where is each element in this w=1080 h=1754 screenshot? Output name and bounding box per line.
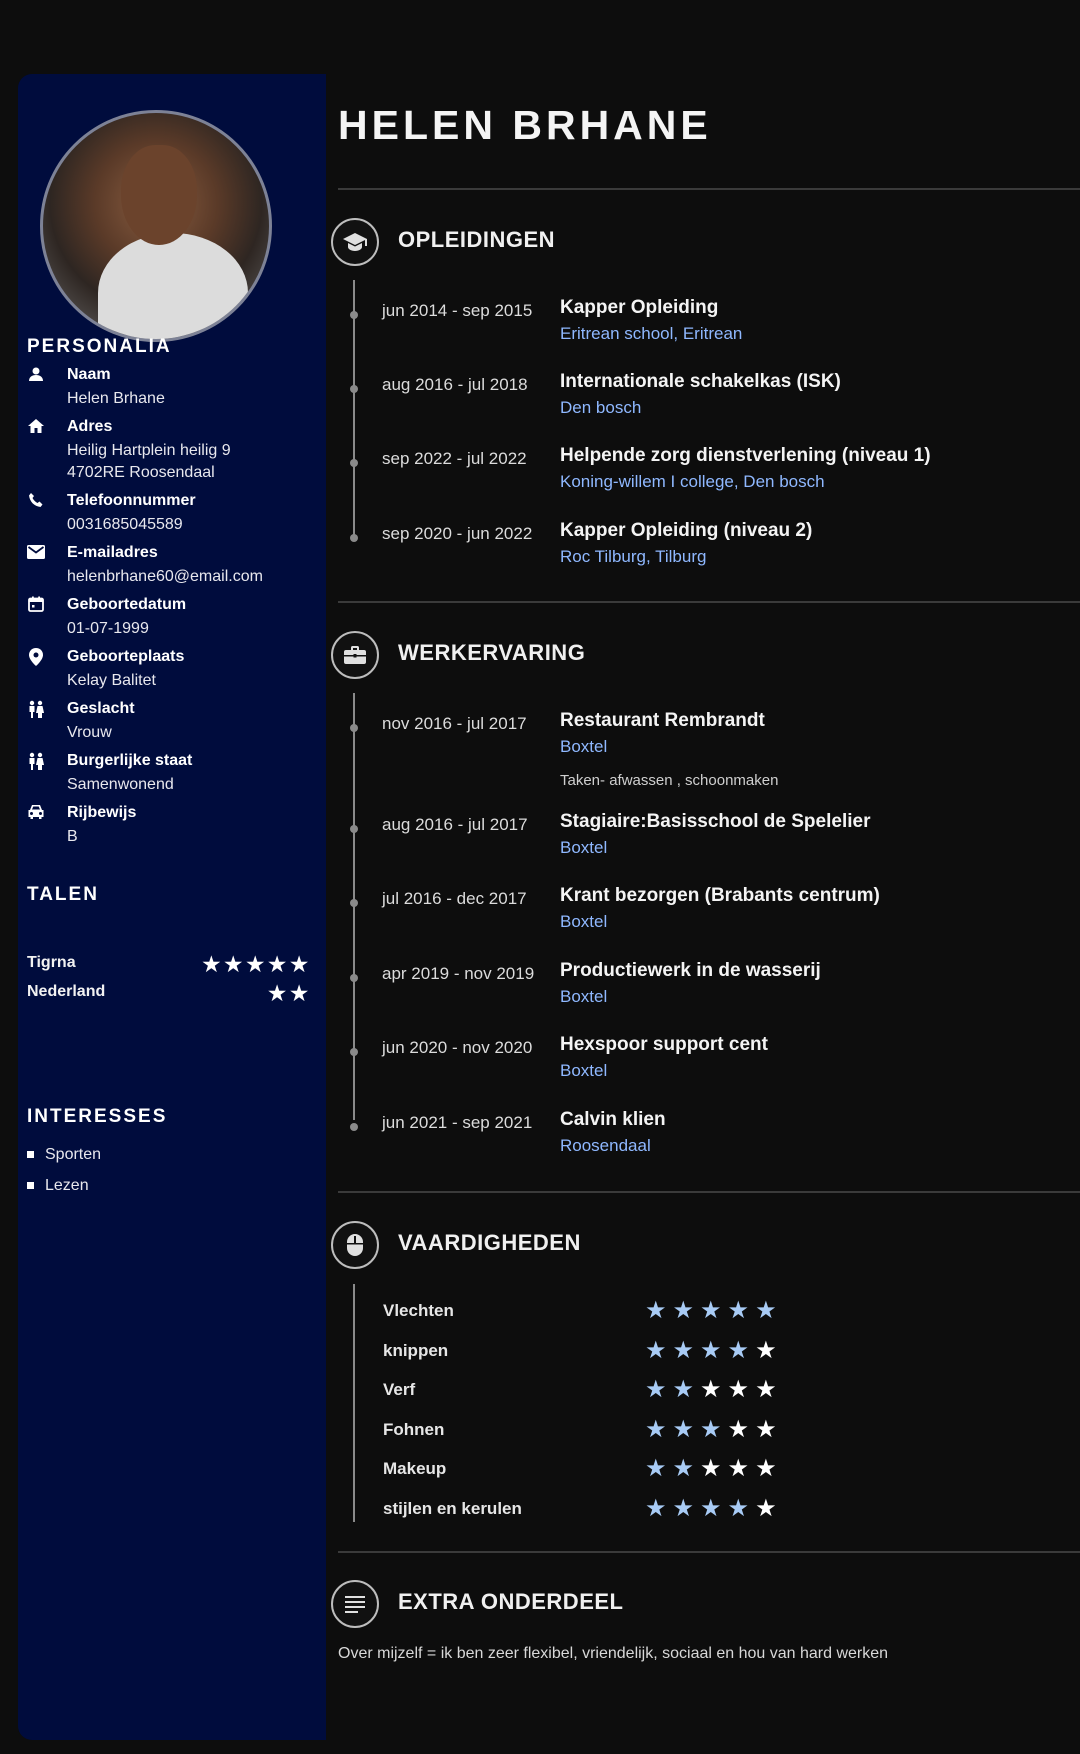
education-date: sep 2022 - jul 2022 xyxy=(382,449,527,468)
timeline-dot xyxy=(350,311,358,319)
extra-text: Over mijzelf = ik ben zeer flexibel, vriendelijk, sociaal en hou van hard werken xyxy=(338,1645,889,1662)
bullet-square-icon xyxy=(27,1182,34,1189)
location-pin-icon xyxy=(24,648,48,668)
star-filled-icon: ★ xyxy=(645,1495,673,1522)
work-location: Boxtel xyxy=(560,987,608,1006)
interest-item: Lezen xyxy=(27,1177,89,1195)
timeline-dot xyxy=(350,385,358,393)
timeline-dot xyxy=(350,724,358,732)
work-date: jun 2020 - nov 2020 xyxy=(382,1038,533,1057)
personalia-value: Kelay Balitet xyxy=(67,672,156,689)
personalia-label: Telefoonnummer xyxy=(67,492,196,509)
star-filled-icon: ★ xyxy=(755,1297,783,1324)
bullet-square-icon xyxy=(27,1151,34,1158)
work-date: apr 2019 - nov 2019 xyxy=(382,964,535,983)
star-empty-icon: ★ xyxy=(755,1455,783,1482)
skill-label: stijlen en kerulen xyxy=(383,1499,522,1518)
personalia-value: Heilig Hartplein heilig 9 4702RE Roosendaal xyxy=(67,442,231,481)
divider xyxy=(338,188,1080,190)
work-date: nov 2016 - jul 2017 xyxy=(382,714,527,733)
person-icon xyxy=(24,366,48,386)
personalia-label: Geslacht xyxy=(67,700,135,717)
timeline-line xyxy=(353,1284,355,1522)
star-filled-icon: ★ xyxy=(645,1416,673,1443)
work-location: Boxtel xyxy=(560,838,608,857)
personalia-label: E-mailadres xyxy=(67,544,158,561)
skill-rating xyxy=(645,1296,783,1325)
star-empty-icon: ★ xyxy=(727,1416,756,1443)
timeline-dot xyxy=(350,459,358,467)
timeline-dot xyxy=(350,974,358,982)
timeline-dot xyxy=(350,899,358,907)
timeline-dot xyxy=(350,1048,358,1056)
personalia-item-rijbewijs xyxy=(24,804,314,844)
work-title: Hexspoor support cent xyxy=(560,1034,768,1055)
star-empty-icon: ★ xyxy=(755,1416,783,1443)
star-filled-icon: ★ xyxy=(727,1337,756,1364)
cv-page xyxy=(18,74,1080,1740)
personalia-value: 0031685045589 xyxy=(67,516,183,533)
calendar-icon xyxy=(24,596,48,616)
personalia-item-naam xyxy=(24,366,314,406)
education-date: aug 2016 - jul 2018 xyxy=(382,375,528,394)
language-stars: ★★ xyxy=(268,983,312,1005)
star-filled-icon: ★ xyxy=(645,1297,673,1324)
star-filled-icon: ★ xyxy=(700,1495,728,1522)
personalia-label: Burgerlijke staat xyxy=(67,752,193,769)
divider xyxy=(338,1191,1080,1193)
personalia-item-burgerlijke-staat xyxy=(24,752,314,792)
divider xyxy=(338,1551,1080,1553)
education-title: Helpende zorg dienstverlening (niveau 1) xyxy=(560,445,931,466)
skill-rating xyxy=(645,1494,783,1523)
star-filled-icon: ★ xyxy=(700,1297,728,1324)
star-filled-icon: ★ xyxy=(672,1416,701,1443)
language-label: Nederland xyxy=(27,983,106,1000)
work-title: Stagiaire:Basisschool de Spelelier xyxy=(560,811,871,832)
language-row-nederland xyxy=(27,983,312,1005)
education-title: Kapper Opleiding (niveau 2) xyxy=(560,520,813,541)
timeline-dot xyxy=(350,534,358,542)
star-filled-icon: ★ xyxy=(672,1337,701,1364)
star-filled-icon: ★ xyxy=(645,1455,673,1482)
star-filled-icon: ★ xyxy=(727,1495,756,1522)
star-filled-icon: ★ xyxy=(700,1416,728,1443)
personalia-item-geboorteplaats xyxy=(24,648,314,688)
personalia-heading: PERSONALIA xyxy=(27,336,172,357)
work-title: Productiewerk in de wasserij xyxy=(560,960,821,981)
education-school: Eritrean school, Eritrean xyxy=(560,324,743,343)
divider xyxy=(338,601,1080,603)
phone-icon xyxy=(24,492,48,512)
work-date: jun 2021 - sep 2021 xyxy=(382,1113,533,1132)
star-filled-icon: ★ xyxy=(645,1376,673,1403)
car-icon xyxy=(24,804,48,824)
personalia-item-geslacht xyxy=(24,700,314,740)
star-filled-icon: ★ xyxy=(672,1455,701,1482)
personalia-value: Samenwonend xyxy=(67,776,174,793)
profile-photo xyxy=(40,110,272,342)
personalia-label: Geboorteplaats xyxy=(67,648,185,665)
work-date: aug 2016 - jul 2017 xyxy=(382,815,528,834)
education-school: Den bosch xyxy=(560,398,642,417)
language-label: Tigrna xyxy=(27,954,76,971)
education-school: Roc Tilburg, Tilburg xyxy=(560,547,707,566)
personalia-item-email xyxy=(24,544,314,584)
personalia-value: helenbrhane60@email.com xyxy=(67,568,263,585)
talen-heading: TALEN xyxy=(27,884,99,905)
work-title: Krant bezorgen (Brabants centrum) xyxy=(560,885,880,906)
home-icon xyxy=(24,418,48,438)
skill-rating xyxy=(645,1336,783,1365)
personalia-label: Naam xyxy=(67,366,111,383)
skill-rating xyxy=(645,1454,783,1483)
language-stars: ★★★★★ xyxy=(202,954,312,976)
education-school: Koning-willem I college, Den bosch xyxy=(560,472,825,491)
personalia-label: Adres xyxy=(67,418,113,435)
personalia-item-geboortedatum xyxy=(24,596,314,636)
people-icon xyxy=(24,700,48,720)
star-filled-icon: ★ xyxy=(672,1495,701,1522)
work-location: Boxtel xyxy=(560,912,608,931)
personalia-label: Geboortedatum xyxy=(67,596,187,613)
work-location: Roosendaal xyxy=(560,1136,651,1155)
work-location: Boxtel xyxy=(560,737,608,756)
werkervaring-heading: WERKERVARING xyxy=(398,640,586,665)
star-empty-icon: ★ xyxy=(755,1495,783,1522)
skill-label: knippen xyxy=(383,1341,449,1360)
personalia-value: Vrouw xyxy=(67,724,112,741)
timeline-dot xyxy=(350,825,358,833)
personalia-label: Rijbewijs xyxy=(67,804,137,821)
language-row-tigrna xyxy=(27,954,312,976)
star-empty-icon: ★ xyxy=(727,1455,756,1482)
personalia-item-adres xyxy=(24,418,314,481)
extra-heading: EXTRA ONDERDEEL xyxy=(398,1589,624,1614)
work-location: Boxtel xyxy=(560,1061,608,1080)
work-date: jul 2016 - dec 2017 xyxy=(382,889,527,908)
star-empty-icon: ★ xyxy=(700,1455,728,1482)
interesses-heading: INTERESSES xyxy=(27,1106,168,1127)
star-filled-icon: ★ xyxy=(727,1297,756,1324)
skill-label: Vlechten xyxy=(383,1301,454,1320)
star-empty-icon: ★ xyxy=(727,1376,756,1403)
skill-label: Fohnen xyxy=(383,1420,445,1439)
graduation-cap-icon xyxy=(331,218,379,266)
work-title: Calvin klien xyxy=(560,1109,666,1130)
mouse-icon xyxy=(331,1221,379,1269)
skill-label: Makeup xyxy=(383,1459,447,1478)
education-title: Internationale schakelkas (ISK) xyxy=(560,371,841,392)
star-filled-icon: ★ xyxy=(672,1376,701,1403)
mail-icon xyxy=(24,544,48,564)
text-lines-icon xyxy=(331,1580,379,1628)
personalia-value: Helen Brhane xyxy=(67,390,165,407)
cv-name: HELEN BRHANE xyxy=(338,102,712,148)
education-title: Kapper Opleiding xyxy=(560,297,719,318)
skill-rating xyxy=(645,1415,783,1444)
star-empty-icon: ★ xyxy=(755,1337,783,1364)
opleidingen-heading: OPLEIDINGEN xyxy=(398,227,556,252)
interest-item: Sporten xyxy=(27,1146,101,1164)
vaardigheden-heading: VAARDIGHEDEN xyxy=(398,1230,581,1255)
education-date: jun 2014 - sep 2015 xyxy=(382,301,533,320)
skill-label: Verf xyxy=(383,1380,416,1399)
star-empty-icon: ★ xyxy=(700,1376,728,1403)
personalia-value: 01-07-1999 xyxy=(67,620,149,637)
star-filled-icon: ★ xyxy=(700,1337,728,1364)
people-icon xyxy=(24,752,48,772)
skill-rating xyxy=(645,1375,783,1404)
star-filled-icon: ★ xyxy=(672,1297,701,1324)
work-title: Restaurant Rembrandt xyxy=(560,710,765,731)
personalia-item-telefoon xyxy=(24,492,314,532)
star-empty-icon: ★ xyxy=(755,1376,783,1403)
briefcase-icon xyxy=(331,631,379,679)
personalia-value: B xyxy=(67,828,78,845)
education-date: sep 2020 - jun 2022 xyxy=(382,524,533,543)
timeline-dot xyxy=(350,1123,358,1131)
work-description: Taken- afwassen , schoonmaken xyxy=(560,772,779,789)
star-filled-icon: ★ xyxy=(645,1337,673,1364)
sidebar xyxy=(18,74,326,1740)
